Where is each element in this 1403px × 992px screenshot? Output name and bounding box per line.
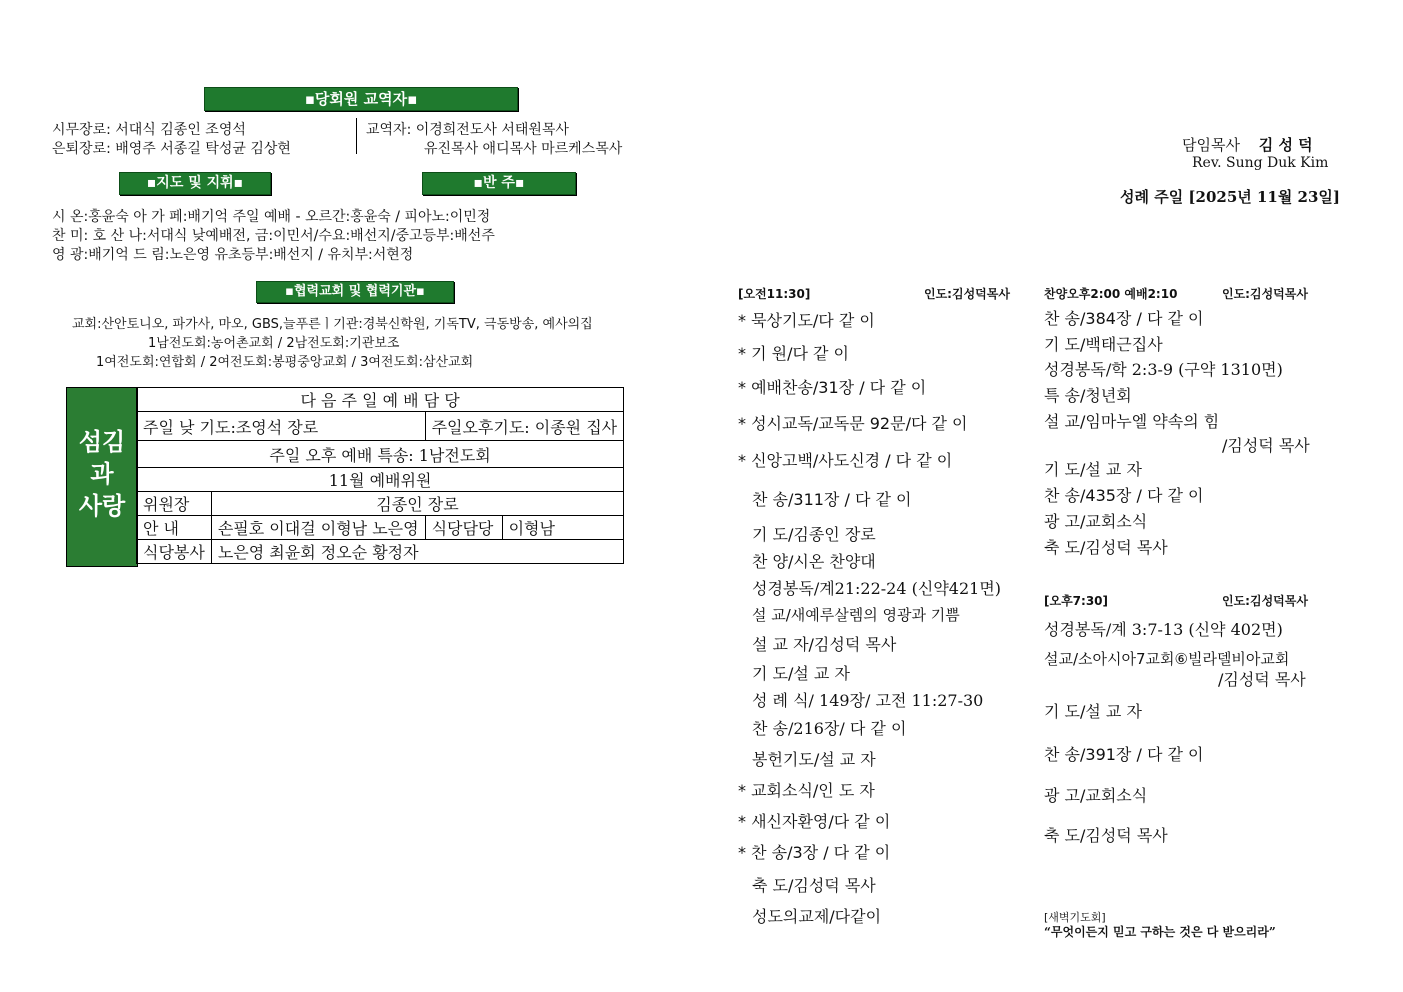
evening-order-item: 광 고/교회소식 bbox=[1044, 786, 1148, 805]
morning-order-item: 축 도/김성덕 목사 bbox=[752, 876, 876, 895]
pastor-title bbox=[1182, 134, 1313, 155]
afternoon-order-item: 광 고/교회소식 bbox=[1044, 512, 1148, 531]
evening-time: [오후7:30] bbox=[1044, 594, 1109, 608]
afternoon-order-item: 축 도/김성덕 목사 bbox=[1044, 538, 1168, 557]
section-header-accompany: ▪반 주▪ bbox=[422, 172, 576, 195]
evening-order-item: 성경봉독/계 3:7-13 (신약 402면) bbox=[1044, 620, 1283, 639]
evening-order-item: /김성덕 목사 bbox=[1218, 670, 1306, 689]
afternoon-order-item: 기 도/백태근집사 bbox=[1044, 335, 1163, 354]
morning-order-item: 기 도/김종인 장로 bbox=[752, 525, 876, 544]
morning-order-item: 봉헌기도/설 교 자 bbox=[752, 750, 876, 769]
morning-order-item: 찬 송/216장/ 다 같 이 bbox=[752, 719, 907, 738]
morning-order-item: * 신앙고백/사도신경 / 다 같 이 bbox=[738, 451, 953, 470]
afternoon-order-item: 성경봉독/학 2:3-9 (구약 1310면) bbox=[1044, 360, 1283, 379]
pastor-name: 김 성 덕 bbox=[1258, 136, 1313, 154]
morning-order-item: * 교회소식/인 도 자 bbox=[738, 781, 875, 800]
morning-order-item: 찬 송/311장 / 다 같 이 bbox=[752, 490, 912, 509]
pastor-title-label: 담임목사 bbox=[1182, 136, 1240, 154]
love-label-line1: 섬김 bbox=[78, 428, 126, 456]
morning-order-item: * 묵상기도/다 같 이 bbox=[738, 311, 875, 330]
dawn-label: [새벽기도회] bbox=[1044, 911, 1106, 924]
morning-order-item: 찬 양/시온 찬양대 bbox=[752, 552, 876, 571]
pastor-english: Rev. Sung Duk Kim bbox=[1192, 155, 1329, 171]
evening-order-item: 기 도/설 교 자 bbox=[1044, 702, 1142, 721]
elders-retired: 은퇴장로: 배영주 서종길 탁성균 김상현 bbox=[52, 141, 291, 157]
afternoon-order-item: 기 도/설 교 자 bbox=[1044, 460, 1142, 479]
morning-order-item: 성도의교제/다같이 bbox=[752, 907, 882, 926]
afternoon-special-song: 주일 오후 예배 특송: 1남전도회 bbox=[137, 441, 624, 468]
morning-order-item: * 성시교독/교독문 92문/다 같 이 bbox=[738, 414, 968, 433]
chair-value: 김종인 장로 bbox=[211, 492, 623, 516]
afternoon-order-item: 특 송/청년회 bbox=[1044, 386, 1132, 405]
evening-order-item: 축 도/김성덕 목사 bbox=[1044, 826, 1168, 845]
guidance-row: 영 광:배기억 드 림:노은영 유초등부:배선지 / 유치부:서현정 bbox=[52, 247, 414, 263]
guide-label: 안 내 bbox=[137, 516, 212, 540]
section-header-staff: ▪당회원 교역자▪ bbox=[204, 87, 518, 111]
morning-order-item: 설 교/새예루살렘의 영광과 기쁨 bbox=[752, 606, 960, 624]
love-label-line2: 과 bbox=[90, 460, 114, 488]
morning-order-item: * 찬 송/3장 / 다 같 이 bbox=[738, 843, 891, 862]
morning-leader: 인도:김성덕목사 bbox=[924, 287, 1010, 301]
morning-order-item: 기 도/설 교 자 bbox=[752, 664, 850, 683]
partners-line1: 교회:산안토니오, 파가사, 마오, GBS,늘푸른ㅣ기관:경북신학원, 기독TV, 극동방송, 예사의집 bbox=[72, 317, 593, 332]
love-label-box bbox=[66, 387, 138, 567]
guidance-row: 찬 미: 호 산 나:서대식 낮예배전, 금:이민서/수요:배선지/중고등부:배선주 bbox=[52, 228, 495, 244]
ministers-line1: 교역자: 이경희전도사 서태원목사 bbox=[366, 122, 569, 138]
afternoon-order-item: 설 교/임마누엘 약속의 힘 bbox=[1044, 412, 1220, 431]
dining-serve-value: 노은영 최윤회 정오순 황정자 bbox=[211, 540, 623, 564]
dining-serve-label: 식당봉사 bbox=[137, 540, 212, 564]
service-date: 성례 주일 [2025년 11월 23일] bbox=[1120, 188, 1341, 206]
partners-line2: 1남전도회:농어촌교회 / 2남전도회:기관보조 bbox=[148, 336, 400, 351]
dining-label: 식당담당 bbox=[425, 516, 502, 540]
afternoon-prayer: 주일오후기도: 이종원 집사 bbox=[425, 412, 624, 441]
month-committee: 11월 예배위원 bbox=[137, 468, 624, 492]
chair-label: 위원장 bbox=[137, 492, 212, 516]
next-sunday-duty-table bbox=[136, 387, 624, 564]
guide-value: 손필호 이대걸 이형남 노은영 bbox=[211, 516, 425, 540]
dining-value: 이형남 bbox=[502, 516, 624, 540]
evening-order-item: 설교/소아시아7교회⑥빌라델비아교회 bbox=[1044, 650, 1290, 668]
afternoon-order-item: 찬 송/435장 / 다 같 이 bbox=[1044, 486, 1204, 505]
ministers-line2: 유진목사 애디목사 마르케스목사 bbox=[424, 141, 623, 157]
love-label-line3: 사랑 bbox=[78, 492, 126, 520]
section-header-guidance: ▪지도 및 지휘▪ bbox=[119, 172, 271, 195]
morning-order-item: 성 례 식/ 149장/ 고전 11:27-30 bbox=[752, 691, 984, 710]
afternoon-leader: 인도:김성덕목사 bbox=[1222, 287, 1308, 301]
evening-order-item: 찬 송/391장 / 다 같 이 bbox=[1044, 745, 1204, 764]
guidance-row: 시 온:홍윤숙 아 가 페:배기억 주일 예배 - 오르간:홍윤숙 / 피아노:이민정 bbox=[52, 209, 491, 225]
morning-time: [오전11:30] bbox=[738, 287, 811, 301]
afternoon-time: 찬양오후2:00 예배2:10 bbox=[1044, 287, 1178, 301]
morning-order-item: * 기 원/다 같 이 bbox=[738, 344, 850, 363]
morning-order-item: * 새신자환영/다 같 이 bbox=[738, 812, 891, 831]
partners-line3: 1여전도회:연합회 / 2여전도회:봉평중앙교회 / 3여전도회:삼산교회 bbox=[96, 355, 474, 370]
staff-divider bbox=[356, 118, 357, 154]
section-header-partners: ▪협력교회 및 협력기관▪ bbox=[256, 281, 454, 303]
noon-prayer: 주일 낮 기도:조영석 장로 bbox=[137, 412, 426, 441]
duty-header: 다 음 주 일 예 배 담 당 bbox=[137, 388, 624, 412]
elders-active: 시무장로: 서대식 김종인 조영석 bbox=[52, 122, 246, 138]
morning-order-item: * 예배찬송/31장 / 다 같 이 bbox=[738, 378, 927, 397]
morning-order-item: 성경봉독/계21:22-24 (신약421면) bbox=[752, 579, 1002, 598]
afternoon-order-item: /김성덕 목사 bbox=[1222, 436, 1310, 455]
morning-order-item: 설 교 자/김성덕 목사 bbox=[752, 635, 897, 654]
evening-leader: 인도:김성덕목사 bbox=[1222, 594, 1308, 608]
afternoon-order-item: 찬 송/384장 / 다 같 이 bbox=[1044, 309, 1204, 328]
dawn-quote: “무엇이든지 믿고 구하는 것은 다 받으리라” bbox=[1044, 925, 1276, 939]
